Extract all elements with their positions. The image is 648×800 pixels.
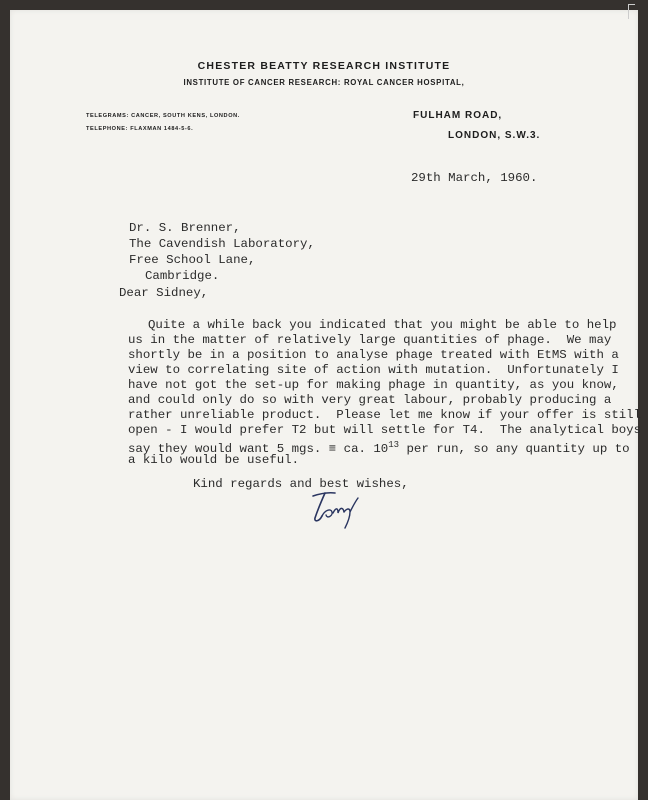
body-line: Quite a while back you indicated that you might be able to help xyxy=(148,318,617,332)
institute-subtitle: INSTITUTE OF CANCER RESEARCH: ROYAL CANCER HOSPITAL, xyxy=(183,78,465,87)
recipient-line: The Cavendish Laboratory, xyxy=(129,237,315,251)
body-line: and could only do so with very great labour, probably producing a xyxy=(128,393,612,407)
salutation: Dear Sidney, xyxy=(119,286,209,300)
recipient-line: Free School Lane, xyxy=(129,253,256,267)
letter-date: 29th March, 1960. xyxy=(411,171,538,185)
body-line: shortly be in a position to analyse phage treated with EtMS with a xyxy=(128,348,619,362)
body-line: have not got the set-up for making phage in quantity, as you know, xyxy=(128,378,619,392)
institute-name: CHESTER BEATTY RESEARCH INSTITUTE xyxy=(197,60,451,72)
recipient-line: Dr. S. Brenner, xyxy=(129,221,241,235)
address-road: FULHAM ROAD, xyxy=(413,110,503,121)
body-line: open - I would prefer T2 but will settle for T4. The analytical boys xyxy=(128,423,642,437)
corner-mark xyxy=(628,4,635,19)
exponent: 13 xyxy=(388,440,400,450)
body-line: view to correlating site of action with mutation. Unfortunately I xyxy=(128,363,619,377)
body-line: rather unreliable product. Please let me know if your offer is still xyxy=(128,408,642,422)
signature-tony xyxy=(305,488,375,530)
address-city: LONDON, S.W.3. xyxy=(448,130,541,141)
body-text-before: say they would want 5 mgs. ≡ ca. 10 xyxy=(128,442,389,456)
recipient-line: Cambridge. xyxy=(145,269,220,283)
body-line: a kilo would be useful. xyxy=(128,453,300,467)
telegrams-line: TELEGRAMS: CANCER, SOUTH KENS, LONDON. xyxy=(86,113,240,119)
body-text-after: per run, so any quantity up to xyxy=(399,442,630,456)
closing: Kind regards and best wishes, xyxy=(193,477,409,491)
telephone-line: TELEPHONE: FLAXMAN 1484-5-6. xyxy=(86,126,194,132)
body-line: us in the matter of relatively large quantities of phage. We may xyxy=(128,333,612,347)
